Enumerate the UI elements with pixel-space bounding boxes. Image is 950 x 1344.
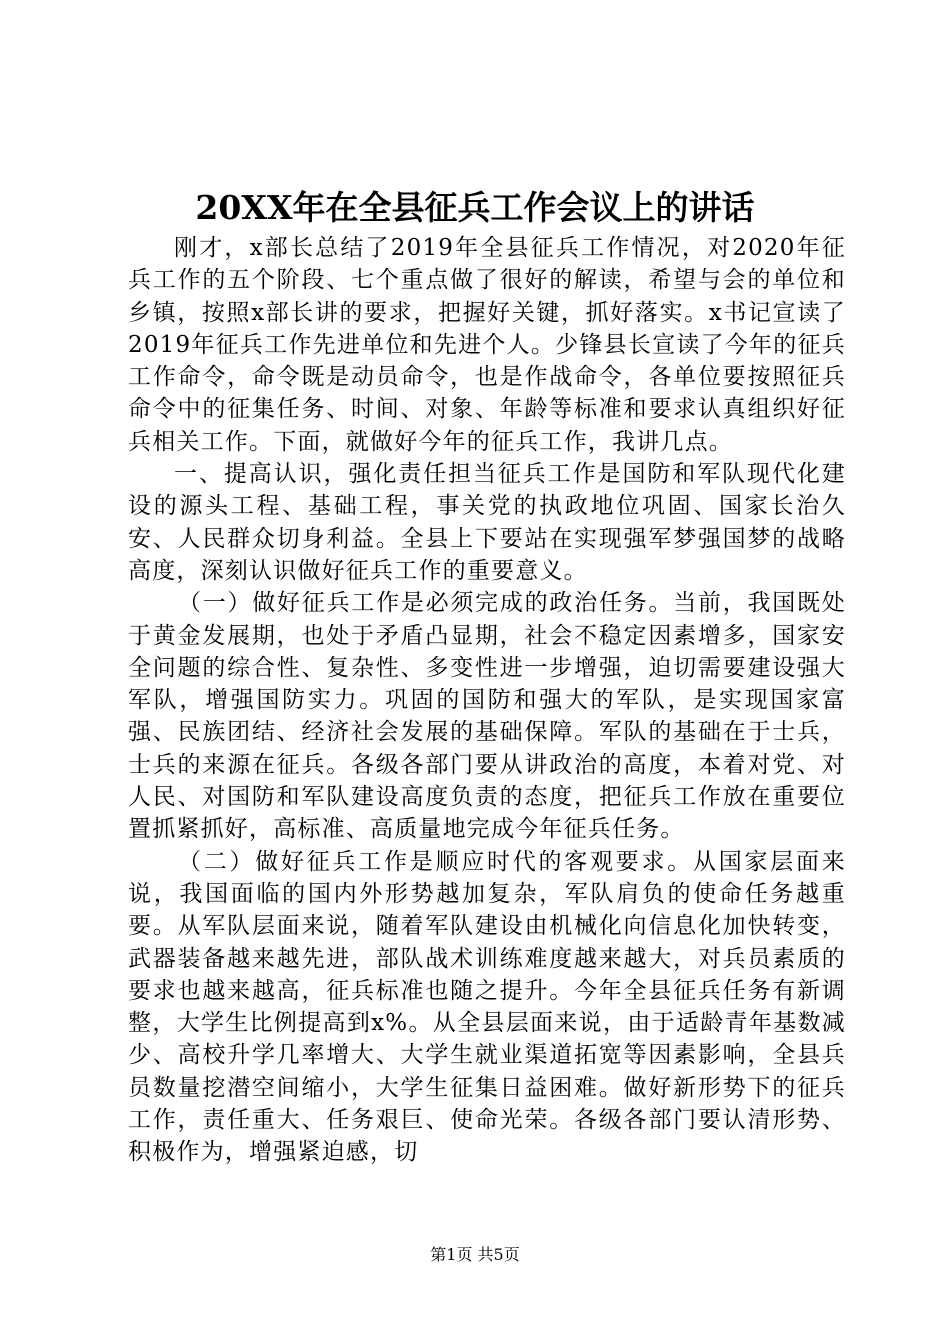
- paragraph-section-one: 一、提高认识，强化责任担当征兵工作是国防和军队现代化建设的源头工程、基础工程，事关党的执政地位巩固、国家长治久安、人民群众切身利益。全县上下要站在实现强军梦强国梦的战略高度，深刻认识做好征兵工作的重要意义。: [128, 461, 846, 584]
- paragraph-subsection-two: （二）做好征兵工作是顺应时代的客观要求。从国家层面来说，我国面临的国内外形势越加复杂，军队肩负的使命任务越重要。从军队层面来说，随着军队建设由机械化向信息化加快转变，武器装备越来越先进，部队战术训练难度越来越大，对兵员素质的要求也越来越高，征兵标准也随之提升。今年全县征兵任务有新调整，大学生比例提高到x%。从全县层面来说，由于适龄青年基数减少、高校升学几率增大、大学生就业渠道拓宽等因素影响，全县兵员数量挖潜空间缩小，大学生征集日益困难。做好新形势下的征兵工作，责任重大、任务艰巨、使命光荣。各级各部门要认清形势、积极作为，增强紧迫感，切: [128, 848, 846, 1166]
- page-number-footer: 第1页 共5页: [430, 1245, 520, 1264]
- document-body: [128, 232, 846, 1169]
- paragraph-intro: 刚才，x部长总结了2019年全县征兵工作情况，对2020年征兵工作的五个阶段、七个重点做了很好的解读，希望与会的单位和乡镇，按照x部长讲的要求，把握好关键，抓好落实。x书记宣读了2019年征兵工作先进单位和先进个人。少锋县长宣读了今年的征兵工作命令，命令既是动员命令，也是作战命令，各单位要按照征兵命令中的征集任务、时间、对象、年龄等标准和要求认真组织好征兵相关工作。下面，就做好今年的征兵工作，我讲几点。: [128, 235, 846, 455]
- paragraph-subsection-one: （一）做好征兵工作是必须完成的政治任务。当前，我国既处于黄金发展期，也处于矛盾凸显期，社会不稳定因素增多，国家安全问题的综合性、复杂性、多变性进一步增强，迫切需要建设强大军队，增强国防实力。巩固的国防和强大的军队，是实现国家富强、民族团结、经济社会发展的基础保障。军队的基础在于士兵，士兵的来源在征兵。各级各部门要从讲政治的高度，本着对党、对人民、对国防和军队建设高度负责的态度，把征兵工作放在重要位置抓紧抓好，高标准、高质量地完成今年征兵任务。: [128, 590, 846, 843]
- document-title: 20XX年在全县征兵工作会议上的讲话: [195, 188, 755, 227]
